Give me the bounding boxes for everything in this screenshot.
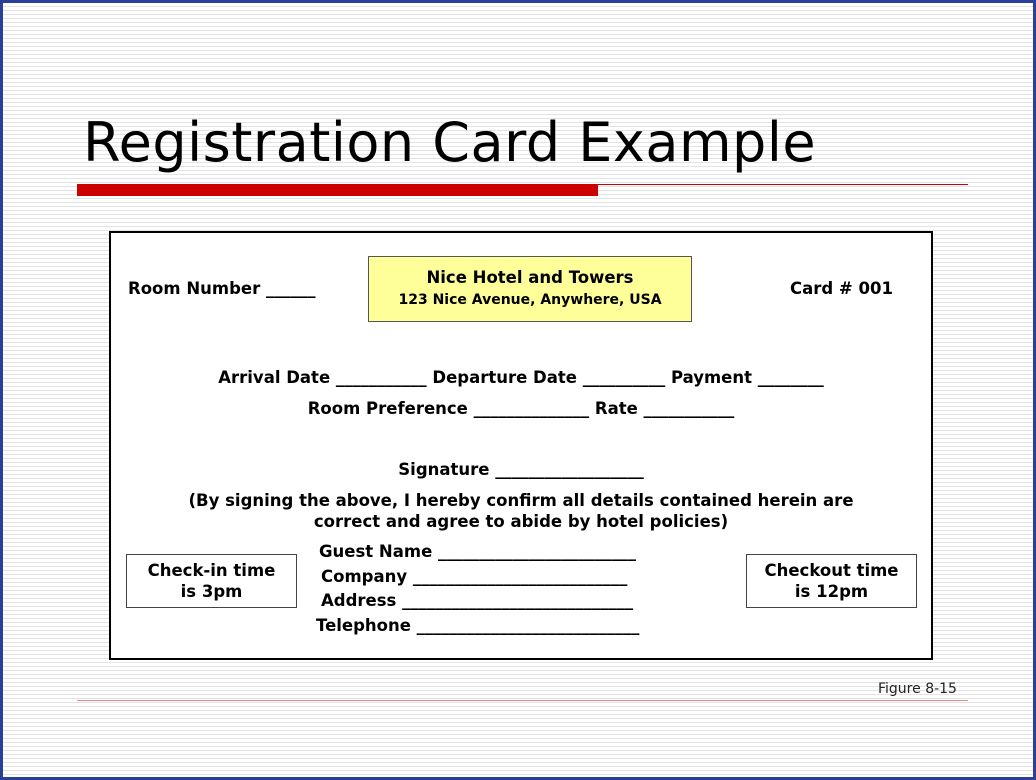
hotel-name: Nice Hotel and Towers xyxy=(426,268,634,287)
footer-rule xyxy=(77,700,968,701)
dates-payment-line: Arrival Date ___________ Departure Date __________ Payment ________ xyxy=(218,368,824,387)
room-preference-line: Room Preference ______________ Rate ___________ xyxy=(307,399,735,418)
hotel-info-box xyxy=(368,256,692,322)
address-field: Address ____________________________ xyxy=(321,591,634,610)
card-number: Card # 001 xyxy=(790,279,893,298)
checkout-time-box xyxy=(746,554,917,608)
checkin-time-line-1: Check-in time xyxy=(147,561,276,580)
registration-card xyxy=(109,231,933,660)
hotel-address: 123 Nice Avenue, Anywhere, USA xyxy=(398,292,662,308)
guest-name-field: Guest Name ________________________ xyxy=(319,542,637,561)
title-underline-thick xyxy=(77,184,598,196)
company-field: Company __________________________ xyxy=(321,567,628,586)
checkin-time-line-2: is 3pm xyxy=(180,582,243,601)
disclaimer-line-2: correct and agree to abide by hotel policies) xyxy=(313,512,729,531)
disclaimer-line-1: (By signing the above, I hereby confirm all details contained herein are xyxy=(188,491,854,510)
checkin-time-box xyxy=(126,554,297,608)
title-underline-thin xyxy=(598,184,968,185)
slide-title: Registration Card Example xyxy=(83,111,817,174)
room-number-field: Room Number ______ xyxy=(128,279,316,298)
signature-line: Signature __________________ xyxy=(398,460,644,479)
checkout-time-line-1: Checkout time xyxy=(764,561,899,580)
figure-label: Figure 8-15 xyxy=(878,681,957,697)
checkout-time-line-2: is 12pm xyxy=(794,582,869,601)
telephone-field: Telephone ___________________________ xyxy=(316,616,640,635)
